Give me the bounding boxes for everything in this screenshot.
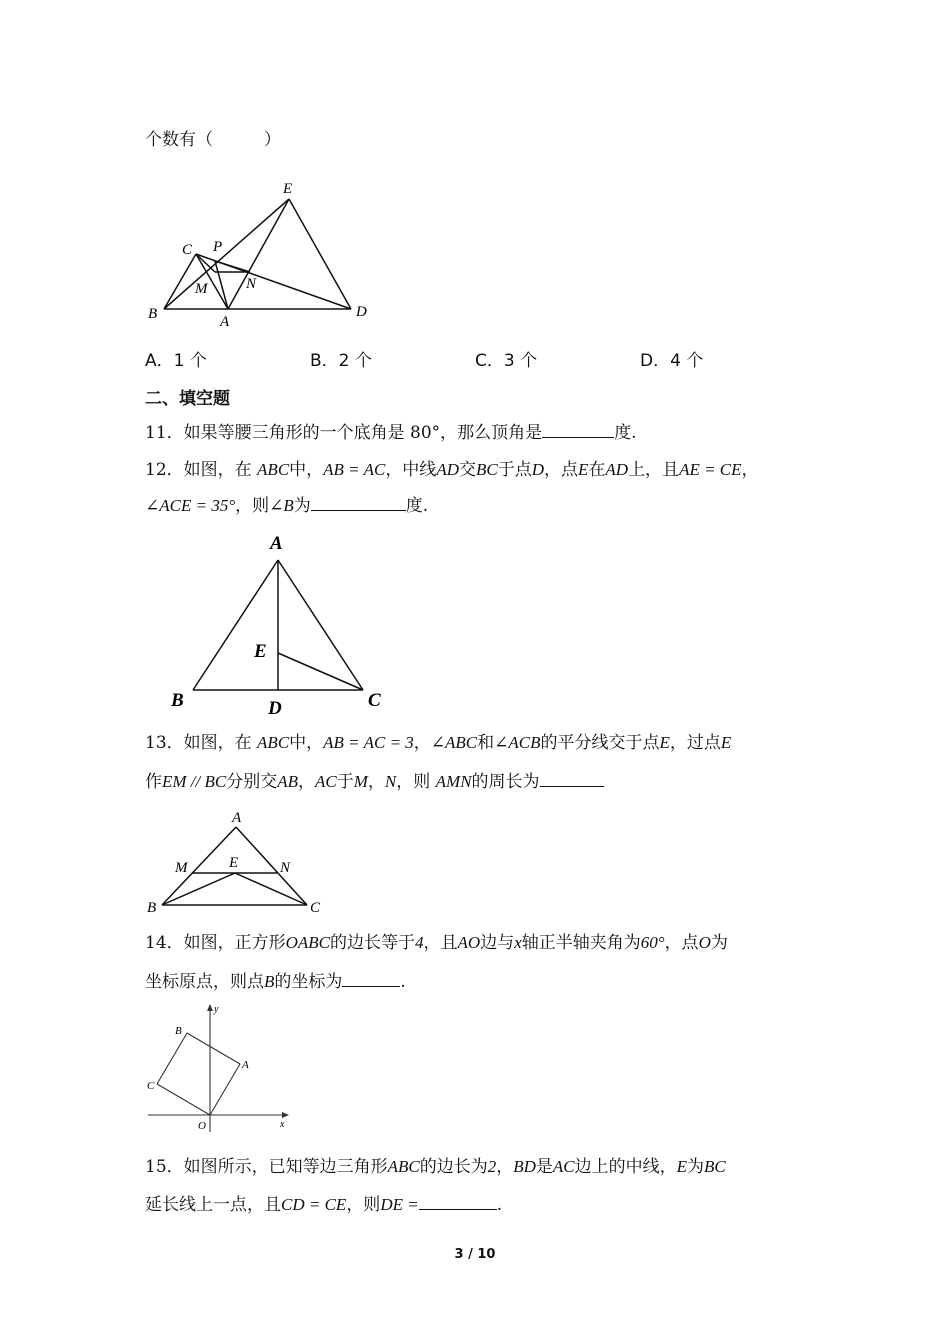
q13-label-N: N — [280, 860, 291, 876]
q14-figure — [140, 1000, 300, 1140]
q13-blank — [540, 770, 604, 787]
q15-line2: 延长线上一点，且CD = CE，则DE = . — [145, 1195, 503, 1215]
q10-option-a: A．1 个 — [145, 351, 207, 371]
q10-label-E: E — [283, 181, 293, 197]
q12-line1: 12．如图，在 ABC中，AB = AC，中线AD交BC于点D，点E在AD上，且AE = CE， — [145, 460, 759, 480]
q10-label-N: N — [246, 276, 257, 292]
q15-line1: 15．如图所示，已知等边三角形ABC的边长为2，BD是AC边上的中线，E为BC — [145, 1157, 726, 1177]
q14-label-C: C — [147, 1080, 155, 1092]
q11: 11．如果等腰三角形的一个底角是 80°，那么顶角是 度. — [145, 423, 637, 443]
q12-label-E: E — [254, 641, 267, 662]
q14-label-B: B — [175, 1025, 182, 1037]
q13-line1: 13．如图，在 ABC中，AB = AC = 3，∠ABC和∠ACB的平分线交于点E，过点E — [145, 733, 732, 753]
q13-label-B: B — [147, 900, 157, 916]
q14-label-O: O — [198, 1120, 206, 1132]
q14-blank — [342, 970, 400, 987]
q12-figure — [165, 530, 395, 720]
q10-option-b: B．2 个 — [310, 351, 372, 371]
q10-label-M: M — [195, 281, 208, 297]
q14-label-A: A — [242, 1059, 249, 1071]
q12-label-C: C — [368, 690, 381, 711]
q10-tail: 个数有（ ） — [145, 130, 281, 150]
page-number: 3 / 10 — [454, 1247, 496, 1262]
q10-figure — [140, 175, 390, 335]
q14-line1: 14．如图，正方形OABC的边长等于4，且AO边与x轴正半轴夹角为60°，点O为 — [145, 933, 728, 953]
q14-label-y: y — [214, 1004, 219, 1015]
q10-option-d: D．4 个 — [640, 351, 704, 371]
q10-label-C: C — [182, 242, 193, 258]
q13-label-A: A — [232, 810, 242, 826]
q14-line2: 坐标原点，则点B的坐标为 . — [145, 972, 406, 992]
q13-line2: 作EM // BC分别交AB，AC于M，N，则 AMN的周长为 — [145, 770, 604, 794]
q12-label-B: B — [171, 690, 184, 711]
q13-label-E: E — [229, 855, 239, 871]
q10-option-c: C．3 个 — [475, 351, 538, 371]
q12-line2: ∠ACE = 35°，则∠B为 度. — [145, 496, 429, 516]
q13-label-M: M — [175, 860, 188, 876]
q10-label-D: D — [356, 304, 367, 320]
q14-label-x: x — [280, 1119, 285, 1130]
q12-label-A: A — [270, 533, 283, 554]
q10-label-A: A — [220, 314, 230, 330]
q13-figure — [140, 805, 340, 920]
section-title: 二、填空题 — [145, 389, 230, 409]
q13-label-C: C — [310, 900, 321, 916]
q10-label-P: P — [213, 239, 223, 255]
q12-blank — [311, 494, 406, 511]
q10-label-B: B — [148, 306, 158, 322]
q15-blank — [419, 1193, 497, 1210]
q12-label-D: D — [268, 698, 282, 719]
q11-blank — [542, 421, 614, 438]
